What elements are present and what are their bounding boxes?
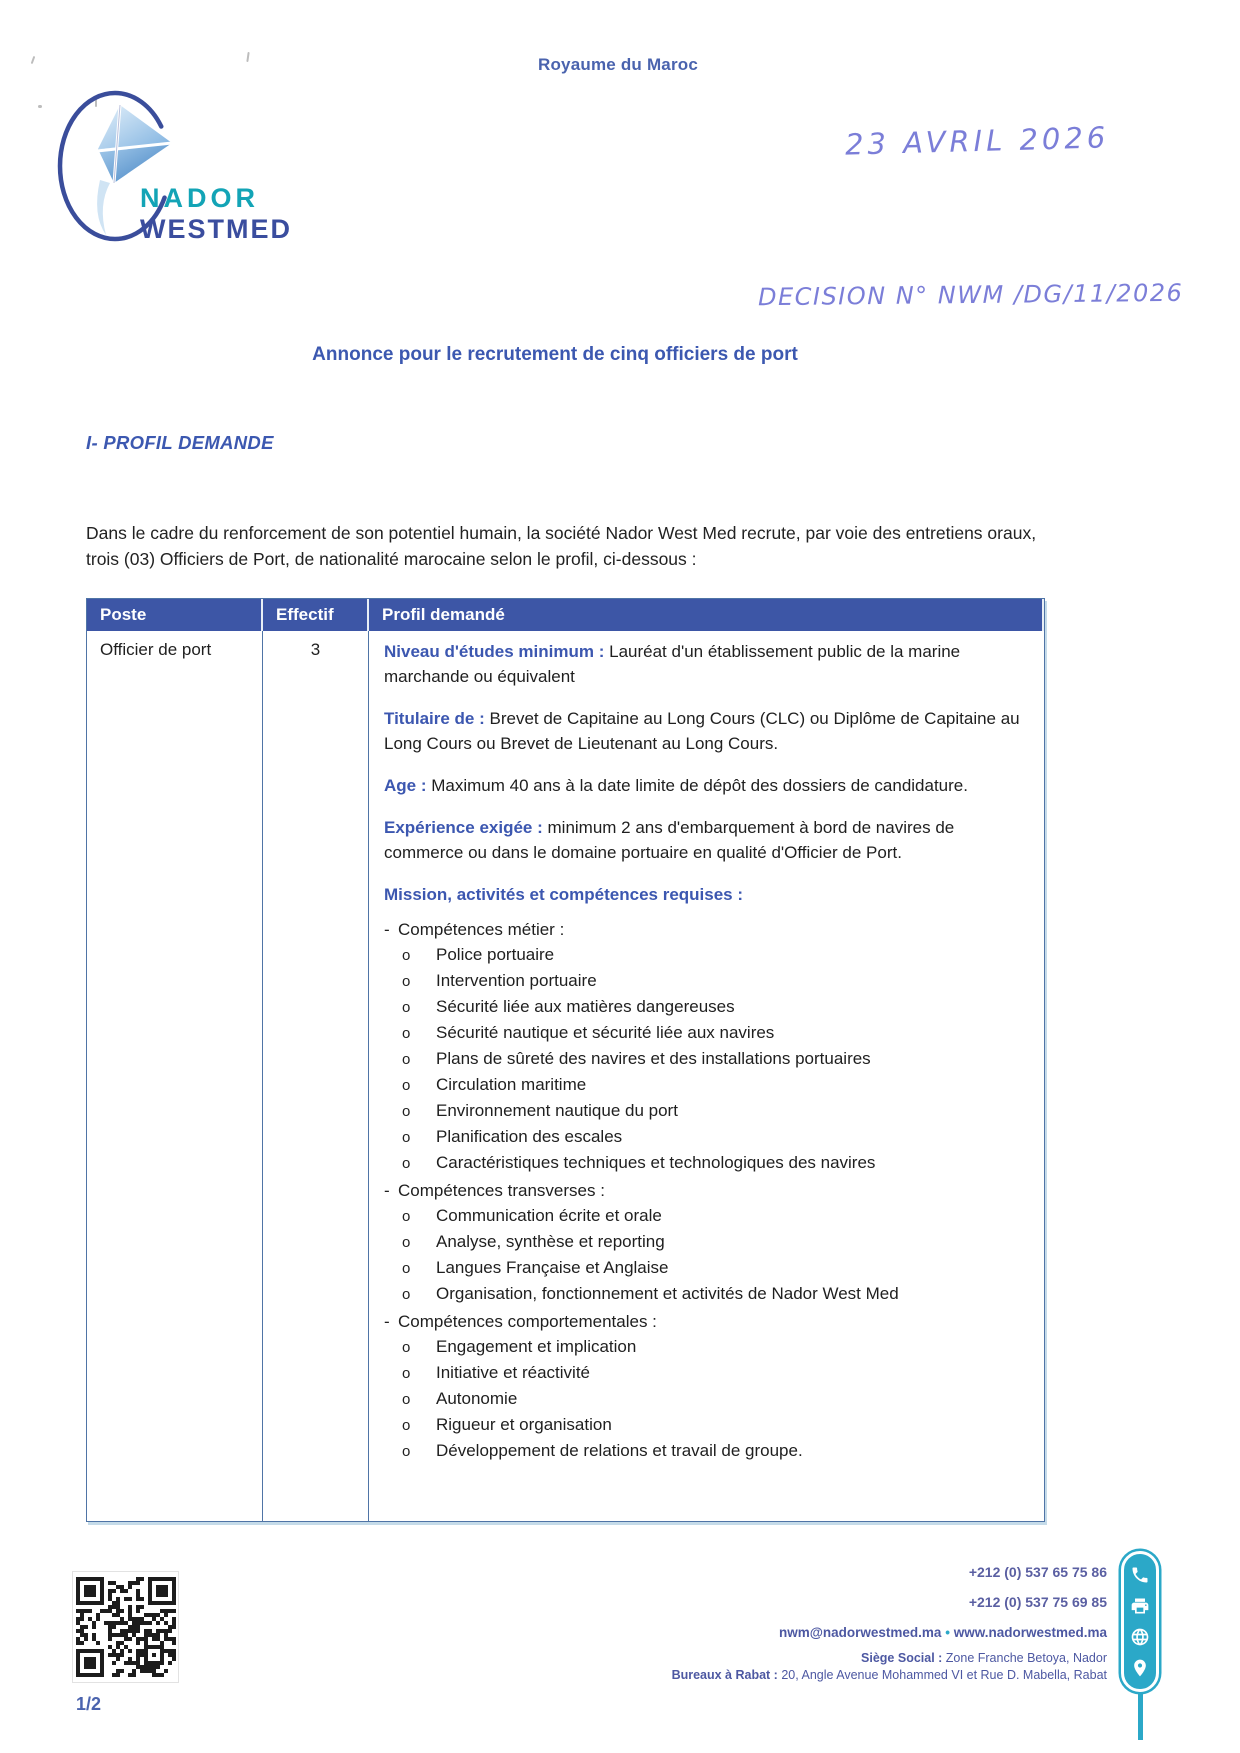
page-number: 1/2: [76, 1694, 102, 1714]
scan-artifact: [38, 105, 42, 108]
list-item: o Plans de sûreté des navires et des installations portuaires: [402, 1049, 871, 1068]
cell-effectif: 3: [263, 631, 369, 1521]
list-item: o Environnement nautique du port: [402, 1101, 678, 1120]
location-icon: [1130, 1658, 1150, 1678]
list-item: o Circulation maritime: [402, 1075, 587, 1094]
column-header-effectif: Effectif: [263, 599, 369, 631]
handwritten-decision-number: DECISION N° NWM /DG/11/2026: [757, 278, 1184, 312]
list-item: o Sécurité liée aux matières dangereuses: [402, 997, 735, 1016]
group-competences-metier: - Compétences métier :: [384, 920, 565, 939]
list-item: o Police portuaire: [402, 945, 555, 964]
footer-hq-address: Siège Social : Zone Franche Betoya, Nador: [861, 1651, 1107, 1665]
criterion-niveau-etudes: Niveau d'études minimum : Lauréat d'un établissement public de la marine marchande ou équivalent: [384, 642, 961, 686]
footer-website: www.nadorwestmed.ma: [953, 1625, 1107, 1640]
mission-heading: Mission, activités et compétences requises :: [384, 885, 744, 904]
list-item: o Rigueur et organisation: [402, 1415, 612, 1434]
list-item: o Caractéristiques techniques et technologiques des navires: [402, 1153, 876, 1172]
footer-email-website: [779, 1625, 1107, 1640]
list-item: o Sécurité nautique et sécurité liée aux navires: [402, 1023, 775, 1042]
footer-email: nwm@nadorwestmed.ma: [778, 1625, 942, 1640]
column-header-poste: Poste: [87, 599, 263, 631]
group-competences-transverses: - Compétences transverses :: [384, 1181, 605, 1200]
cell-profil-demande: [369, 631, 1044, 1521]
pill-tail-line: [1138, 1694, 1143, 1740]
intro-paragraph: Dans le cadre du renforcement de son potentiel humain, la société Nador West Med recrute, par voie des entretiens oraux, trois (03) Officiers de Port, de nationalité marocaine selon le profil, ci-dessous :: [86, 523, 1037, 569]
list-item: o Engagement et implication: [402, 1337, 637, 1356]
scan-artifact: [31, 56, 36, 64]
cell-poste: Officier de port: [87, 631, 263, 1521]
group-competences-comportementales: - Compétences comportementales :: [384, 1312, 657, 1331]
column-header-profil: Profil demandé: [369, 599, 1044, 631]
phone-icon: [1130, 1565, 1150, 1585]
criterion-experience: Expérience exigée : minimum 2 ans d'embarquement à bord de navires de commerce ou dans le domaine portuaire en qualité d'Officier de Port.: [384, 818, 955, 862]
dot-separator: •: [945, 1625, 950, 1640]
criterion-age: Age : Maximum 40 ans à la date limite de dépôt des dossiers de candidature.: [384, 776, 968, 795]
qr-code: [72, 1571, 179, 1683]
section-heading-profil-demande: I- PROFIL DEMANDE: [86, 432, 274, 453]
list-item: o Organisation, fonctionnement et activités de Nador West Med: [402, 1284, 899, 1303]
logo-text-nador: NADOR: [140, 183, 259, 213]
list-item: o Planification des escales: [402, 1127, 623, 1146]
list-item: o Communication écrite et orale: [402, 1206, 662, 1225]
footer-phone-2: +212 (0) 537 75 69 85: [968, 1594, 1107, 1610]
globe-icon: [1130, 1627, 1150, 1647]
list-item: o Langues Française et Anglaise: [402, 1258, 669, 1277]
contact-icon-pill: [1121, 1551, 1159, 1692]
scan-artifact: [246, 52, 249, 62]
list-item: o Autonomie: [402, 1389, 518, 1408]
list-item: o Intervention portuaire: [402, 971, 597, 990]
profile-table: [86, 598, 1045, 1522]
handwritten-date: 23 AVRIL 2026: [844, 120, 1110, 162]
footer-rabat-address: Bureaux à Rabat : 20, Angle Avenue Mohammed VI et Rue D. Mabella, Rabat: [671, 1668, 1107, 1682]
fax-icon: [1130, 1596, 1150, 1616]
footer-phone-1: +212 (0) 537 65 75 86: [968, 1564, 1107, 1580]
kingdom-header: Royaume du Maroc: [538, 55, 699, 74]
document-title: Annonce pour le recrutement de cinq officiers de port: [312, 344, 798, 365]
logo-text-westmed: WESTMED: [140, 214, 292, 244]
list-item: o Initiative et réactivité: [402, 1363, 591, 1382]
list-item: o Analyse, synthèse et reporting: [402, 1232, 665, 1251]
criterion-titulaire: Titulaire de : Brevet de Capitaine au Long Cours (CLC) ou Diplôme de Capitaine au Long Cours ou Brevet de Lieutenant au Long Cours.: [384, 709, 1020, 753]
list-item: o Développement de relations et travail de groupe.: [402, 1441, 803, 1460]
